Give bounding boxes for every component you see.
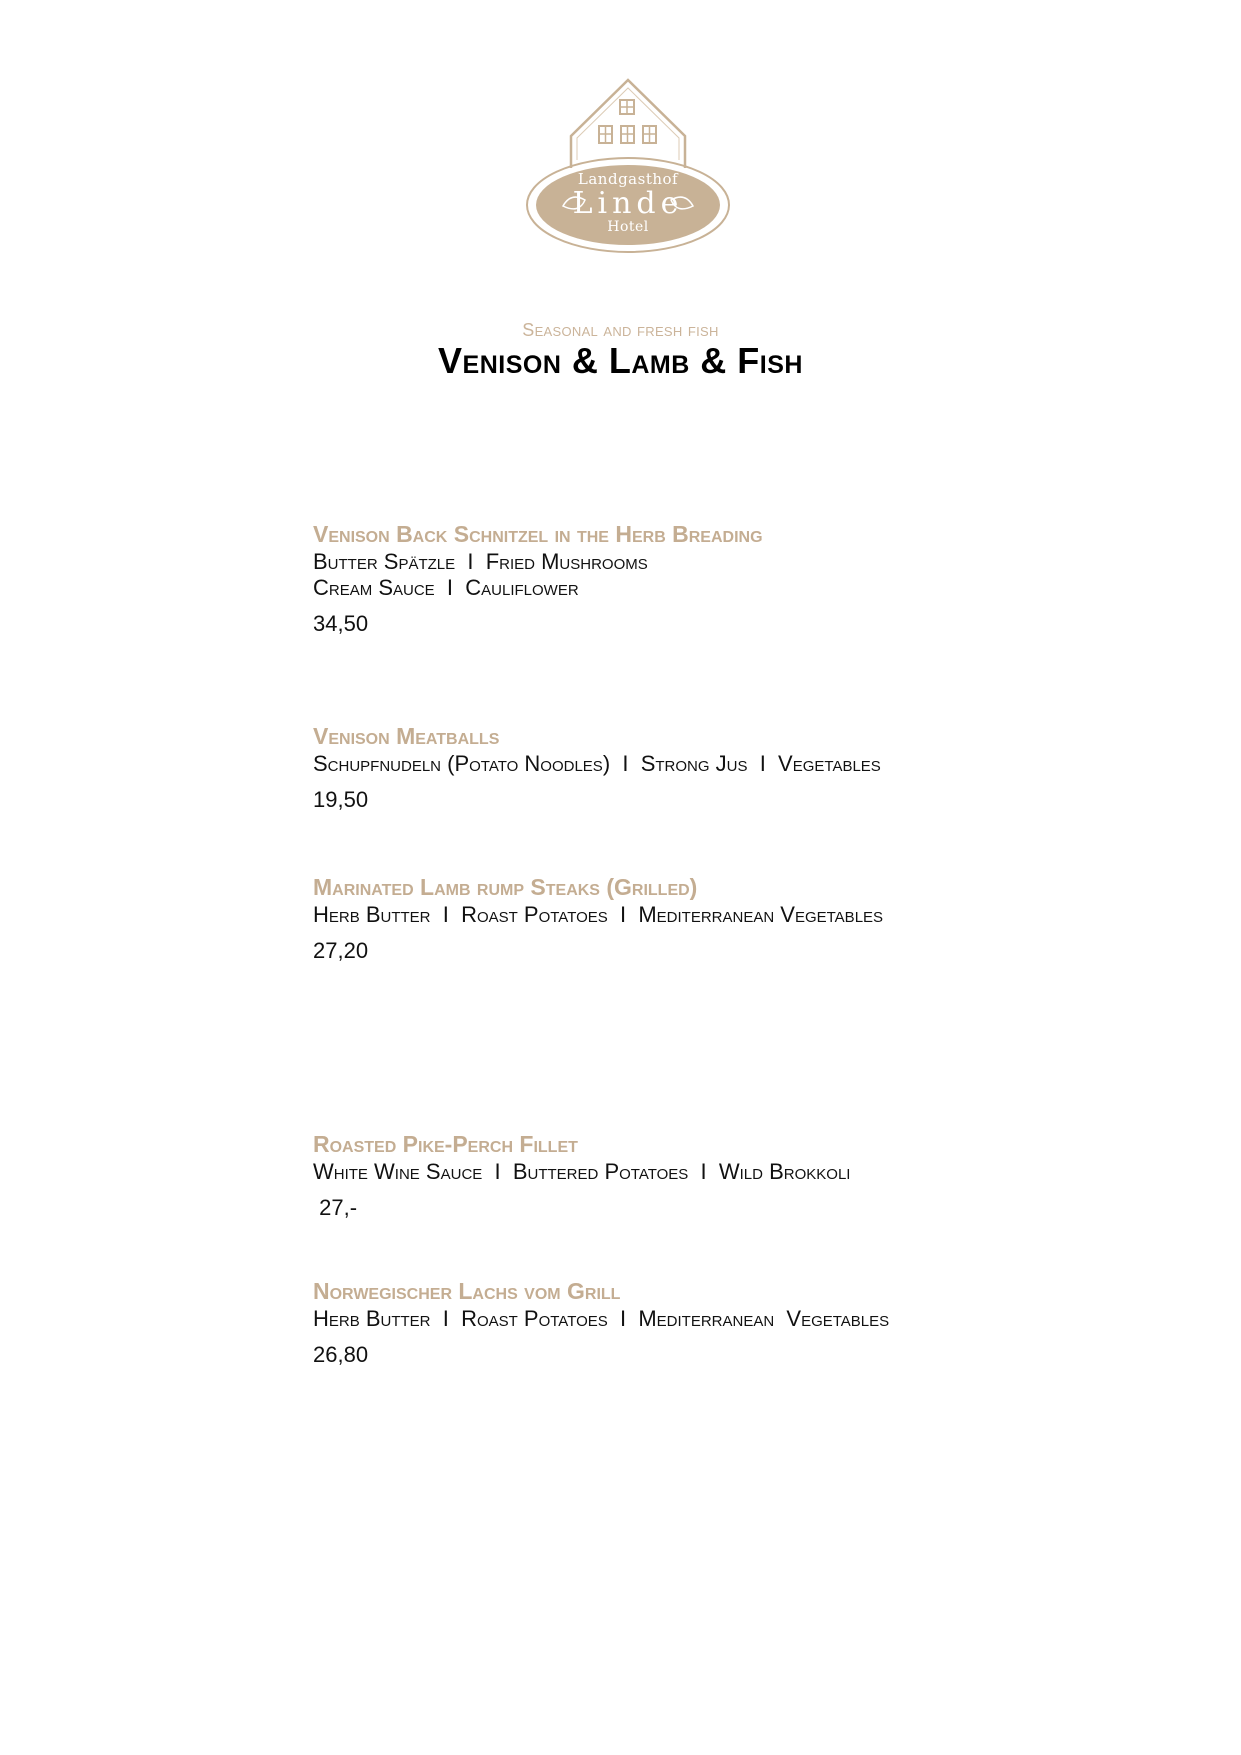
dish-name: Venison Back Schnitzel in the Herb Breading	[313, 521, 763, 547]
hotel-logo	[525, 78, 731, 254]
dish-price: 27,20	[313, 938, 369, 963]
logo-top-text: Landgasthof	[577, 170, 679, 188]
dish-sides: Herb Butter I Roast Potatoes I Mediterranean Vegetables	[313, 902, 884, 927]
dish-sides: Cream Sauce I Cauliflower	[313, 575, 579, 600]
dish-sides: Butter Spätzle I Fried Mushrooms	[313, 549, 648, 574]
logo-bottom-text: Hotel	[607, 219, 649, 235]
dish-sides: White Wine Sauce I Buttered Potatoes I Wild Brokkoli	[313, 1159, 851, 1184]
dish-item	[313, 1276, 1093, 1368]
dish-sides: Schupfnudeln (Potato Noodles) I Strong Jus I Vegetables	[313, 751, 881, 776]
dish-price: 34,50	[313, 611, 369, 636]
dish-name: Norwegischer Lachs vom Grill	[313, 1278, 621, 1304]
dish-name: Venison Meatballs	[313, 723, 500, 749]
logo-main-text: Linde	[572, 186, 684, 221]
dish-price: 19,50	[313, 787, 369, 812]
dish-item	[313, 1129, 1093, 1221]
dish-name: Marinated Lamb rump Steaks (Grilled)	[313, 874, 698, 900]
dish-price: 27,-	[313, 1195, 358, 1220]
dish-item	[313, 872, 1093, 964]
menu-title: Venison & Lamb & Fish	[438, 340, 803, 381]
menu-subtitle: Seasonal and fresh fish	[522, 320, 719, 340]
dish-item	[313, 519, 1093, 637]
dish-item	[313, 721, 1093, 813]
dish-name: Roasted Pike-Perch Fillet	[313, 1131, 578, 1157]
dish-sides: Herb Butter I Roast Potatoes I Mediterranean Vegetables	[313, 1306, 890, 1331]
dish-price: 26,80	[313, 1342, 369, 1367]
